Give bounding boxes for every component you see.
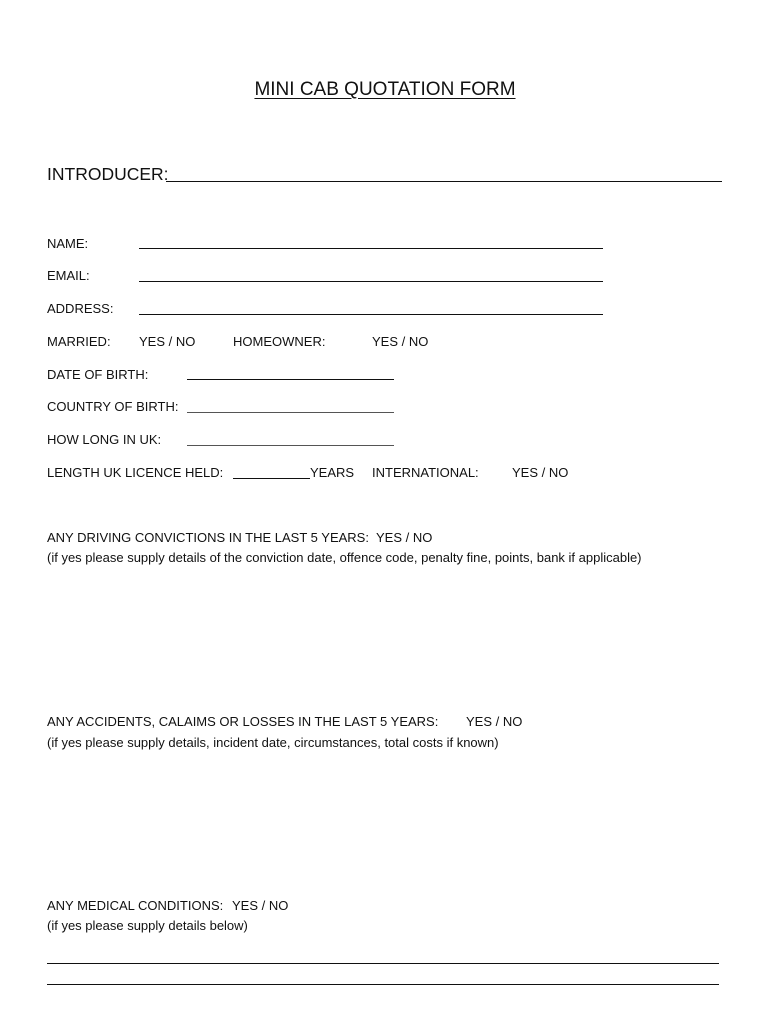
how-long-in-uk-field[interactable] bbox=[187, 445, 394, 446]
convictions-note: (if yes please supply details of the conviction date, offence code, penalty fine, points, bank if applicable) bbox=[47, 550, 642, 565]
convictions-yes-no[interactable]: YES / NO bbox=[376, 530, 433, 545]
name-label: NAME: bbox=[47, 236, 89, 251]
medical-yes-no[interactable]: YES / NO bbox=[232, 898, 289, 913]
email-field[interactable] bbox=[139, 281, 603, 282]
introducer-field[interactable] bbox=[166, 181, 722, 182]
accidents-yes-no[interactable]: YES / NO bbox=[466, 714, 523, 729]
email-label: EMAIL: bbox=[47, 268, 90, 283]
form-title: MINI CAB QUOTATION FORM bbox=[254, 79, 516, 100]
country-of-birth-field[interactable] bbox=[187, 412, 394, 413]
years-label: YEARS bbox=[310, 465, 355, 480]
medical-note: (if yes please supply details below) bbox=[47, 918, 248, 933]
medical-details-line-1[interactable] bbox=[47, 963, 719, 964]
how-long-in-uk-label: HOW LONG IN UK: bbox=[47, 432, 162, 447]
licence-years-field[interactable] bbox=[233, 478, 310, 479]
accidents-question: ANY ACCIDENTS, CALAIMS OR LOSSES IN THE LAST 5 YEARS: bbox=[47, 714, 439, 729]
international-yes-no[interactable]: YES / NO bbox=[512, 465, 569, 480]
name-field[interactable] bbox=[139, 248, 603, 249]
introducer-label: INTRODUCER: bbox=[47, 164, 169, 184]
medical-details-line-2[interactable] bbox=[47, 984, 719, 985]
international-label: INTERNATIONAL: bbox=[372, 465, 479, 480]
address-field[interactable] bbox=[139, 314, 603, 315]
dob-field[interactable] bbox=[187, 379, 394, 380]
country-of-birth-label: COUNTRY OF BIRTH: bbox=[47, 399, 179, 414]
married-label: MARRIED: bbox=[47, 334, 111, 349]
licence-held-label: LENGTH UK LICENCE HELD: bbox=[47, 465, 224, 480]
homeowner-label: HOMEOWNER: bbox=[233, 334, 326, 349]
accidents-note: (if yes please supply details, incident date, circumstances, total costs if known) bbox=[47, 735, 499, 750]
convictions-question: ANY DRIVING CONVICTIONS IN THE LAST 5 YEARS: bbox=[47, 530, 369, 545]
dob-label: DATE OF BIRTH: bbox=[47, 367, 149, 382]
married-yes-no[interactable]: YES / NO bbox=[139, 334, 196, 349]
medical-question: ANY MEDICAL CONDITIONS: bbox=[47, 898, 224, 913]
address-label: ADDRESS: bbox=[47, 301, 114, 316]
homeowner-yes-no[interactable]: YES / NO bbox=[372, 334, 429, 349]
